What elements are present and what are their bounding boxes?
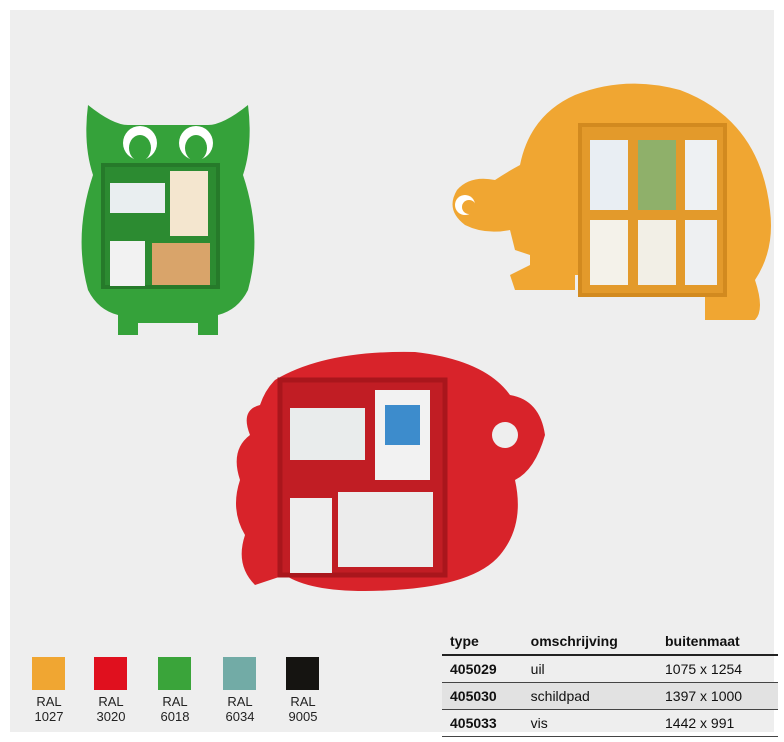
swatch-code: 9005 [288, 709, 318, 724]
swatch-box [94, 657, 127, 690]
column-header-type: type [442, 628, 523, 655]
swatch-box [223, 657, 256, 690]
swatch-box [32, 657, 65, 690]
type-cell: 405029 [442, 655, 523, 683]
swatch-9005 [286, 657, 320, 724]
omschrijving-cell: uil [523, 655, 657, 683]
swatch-label: RAL [98, 694, 124, 709]
swatch-box [286, 657, 319, 690]
swatch-6018 [158, 657, 192, 724]
omschrijving-cell: vis [523, 710, 657, 737]
column-header-omschrijving: omschrijving [523, 628, 657, 655]
column-header-buitenmaat: buitenmaat [657, 628, 778, 655]
table-row [442, 655, 778, 683]
swatch-1027 [32, 657, 66, 724]
swatch-code: 6018 [160, 709, 190, 724]
product-panel [10, 10, 774, 732]
swatch-code: 6034 [225, 709, 255, 724]
omschrijving-cell: schildpad [523, 683, 657, 710]
swatch-label: RAL [162, 694, 188, 709]
owl-display-case-image [68, 95, 268, 345]
product-spec-table [442, 628, 778, 737]
swatch-label: RAL [36, 694, 62, 709]
buitenmaat-cell: 1075 x 1254 [657, 655, 778, 683]
buitenmaat-cell: 1442 x 991 [657, 710, 778, 737]
swatch-6034 [223, 657, 257, 724]
fish-display-case-image [235, 340, 545, 595]
turtle-display-case-image [435, 80, 780, 350]
swatch-label: RAL [290, 694, 316, 709]
buitenmaat-cell: 1397 x 1000 [657, 683, 778, 710]
swatch-3020 [94, 657, 128, 724]
table-row [442, 710, 778, 737]
table-header-row [442, 628, 778, 655]
swatch-code: 1027 [34, 709, 64, 724]
type-cell: 405030 [442, 683, 523, 710]
swatch-box [158, 657, 191, 690]
swatch-code: 3020 [96, 709, 126, 724]
type-cell: 405033 [442, 710, 523, 737]
swatch-label: RAL [227, 694, 253, 709]
table-row [442, 683, 778, 710]
